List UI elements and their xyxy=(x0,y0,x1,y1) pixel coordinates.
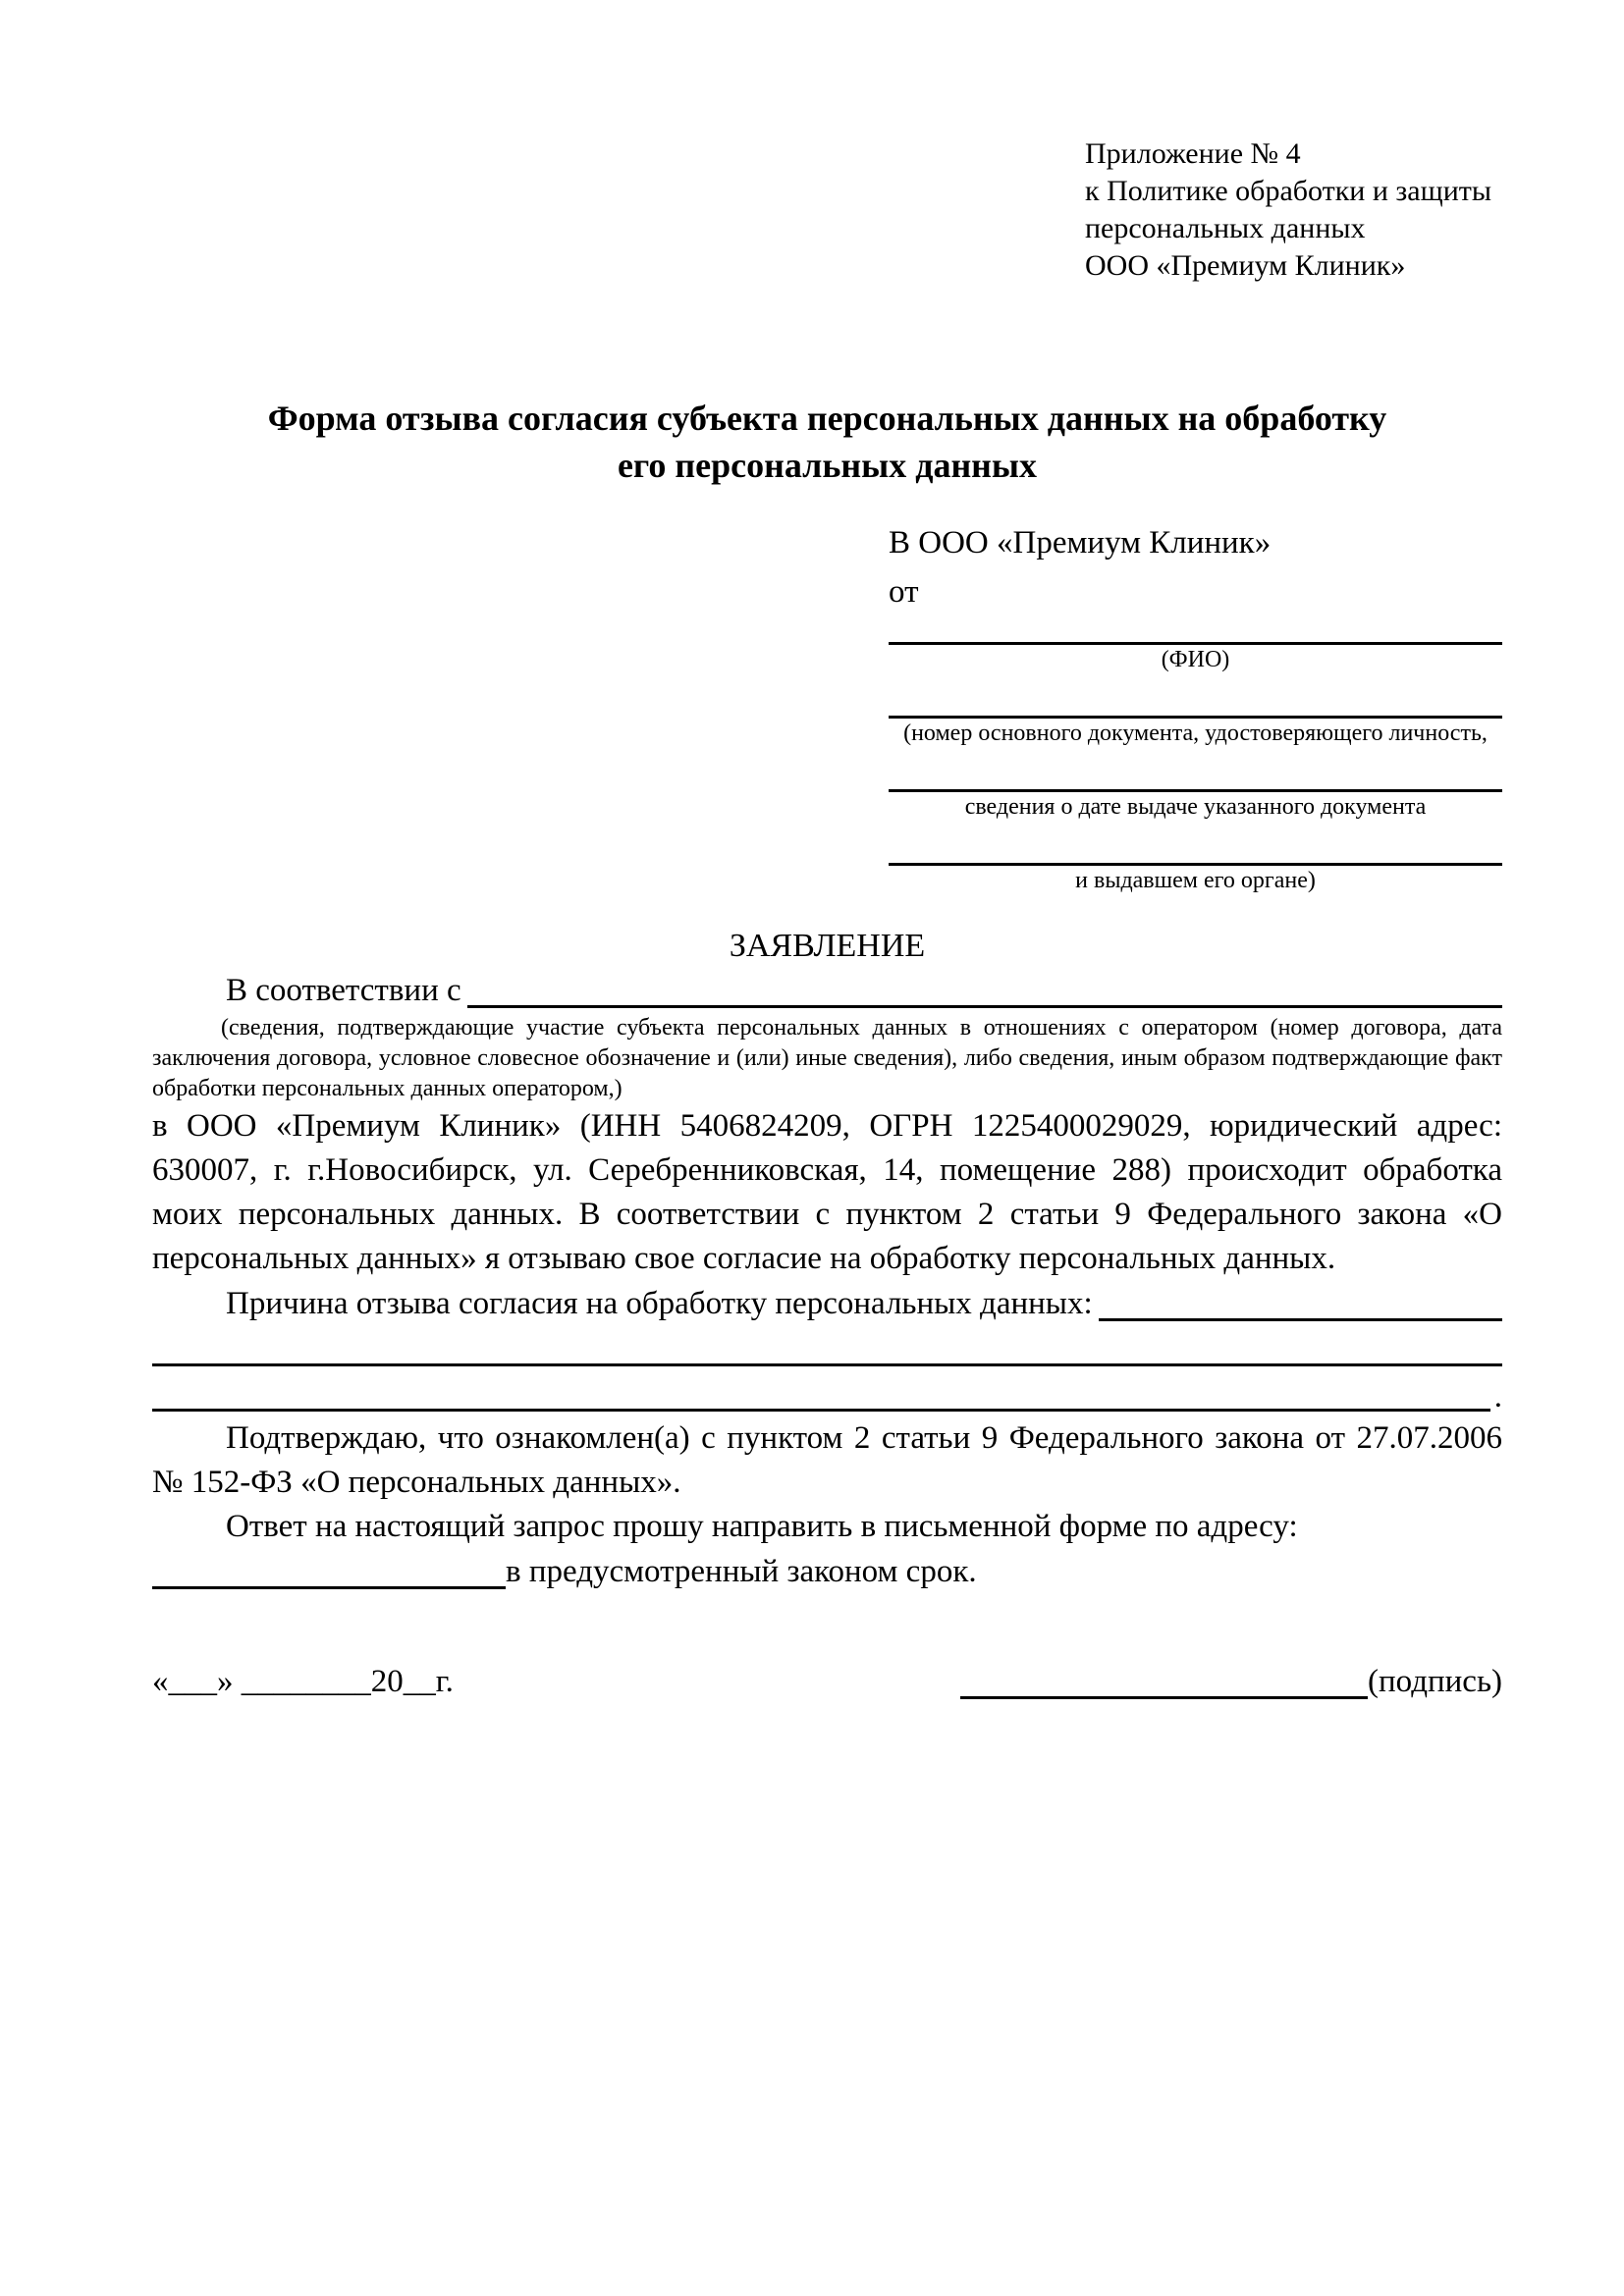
statement-heading: ЗАЯВЛЕНИЕ xyxy=(729,928,926,964)
intro-line xyxy=(152,968,1502,1013)
signature-caption: (подпись) xyxy=(1368,1664,1502,1699)
appendix-company-line: ООО «Премиум Клиник» xyxy=(1085,249,1406,282)
signature-blank-line[interactable] xyxy=(960,1696,1368,1699)
addressee-block xyxy=(889,518,1502,899)
addressee-to-line: В ООО «Премиум Клиник» xyxy=(889,525,1272,561)
response-paragraph: Ответ на настоящий запрос прошу направить в письменной форме по адресу: xyxy=(226,1509,1298,1544)
appendix-header-block xyxy=(1085,135,1502,285)
reason-line xyxy=(152,1281,1502,1326)
doc-issuer-caption: и выдавшем его органе) xyxy=(1075,868,1316,893)
reason-label: Причина отзыва согласия на обработку персональных данных: xyxy=(226,1286,1093,1321)
response-continuation-row xyxy=(152,1549,1502,1594)
addressee-from-label: от xyxy=(889,574,919,610)
doc-number-caption: (номер основного документа, удостоверяющего личность, xyxy=(903,721,1488,746)
intro-prefix: В соответствии с xyxy=(226,973,461,1008)
fio-blank-line[interactable] xyxy=(889,616,1502,645)
doc-issuer-blank-line[interactable] xyxy=(889,826,1502,866)
form-title-line-1: Форма отзыва согласия субъекта персональных данных на обработку xyxy=(267,399,1387,438)
blank-line-period: . xyxy=(1493,1379,1502,1415)
reason-continuation-line-1[interactable] xyxy=(152,1363,1502,1366)
reason-blank-row-2 xyxy=(152,1371,1502,1416)
form-title xyxy=(152,395,1502,489)
reason-blank-line[interactable] xyxy=(1099,1318,1502,1321)
footer-row xyxy=(152,1659,1502,1704)
reason-blank-row-1 xyxy=(152,1326,1502,1371)
intro-blank-line[interactable] xyxy=(467,1005,1502,1008)
small-print-note: (сведения, подтверждающие участие субъекта персональных данных в отношениях с оператором (номер договора, дата заключения договора, условное словесное обозначение и (или) иные сведения), либо сведения, иным образом подтверждающие факт обработки персональных данных оператором,) xyxy=(152,1015,1502,1101)
appendix-policy-line: к Политике обработки и защиты xyxy=(1085,175,1492,207)
response-suffix: в предусмотренный законом срок. xyxy=(506,1554,977,1589)
address-blank-line[interactable] xyxy=(152,1586,506,1589)
doc-number-blank-line[interactable] xyxy=(889,678,1502,719)
reason-continuation-line-2[interactable] xyxy=(152,1409,1490,1412)
signature-group xyxy=(960,1659,1502,1704)
confirm-paragraph: Подтверждаю, что ознакомлен(а) с пунктом 2 статьи 9 Федерального закона от 27.07.2006 № 152-ФЗ «О персональных данных». xyxy=(152,1420,1502,1500)
body-paragraph: в ООО «Премиум Клиник» (ИНН 5406824209, ОГРН 1225400029029, юридический адрес: 630007, г. г.Новосибирск, ул. Серебренниковская, 14, помещение 288) происходит обработка моих персональных данных. В соответствии с пунктом 2 статьи 9 Федерального закона «О персональных данных» я отзываю свое согласие на обработку персональных данных. xyxy=(152,1108,1502,1276)
form-title-line-2: его персональных данных xyxy=(617,446,1038,485)
doc-date-blank-line[interactable] xyxy=(889,752,1502,792)
appendix-personal-data-line: персональных данных xyxy=(1085,212,1366,244)
date-field[interactable]: «___» ________20__г. xyxy=(152,1664,454,1699)
appendix-number-line: Приложение № 4 xyxy=(1085,137,1301,170)
fio-caption: (ФИО) xyxy=(1161,647,1230,672)
doc-date-caption: сведения о дате выдаче указанного документа xyxy=(964,794,1427,820)
